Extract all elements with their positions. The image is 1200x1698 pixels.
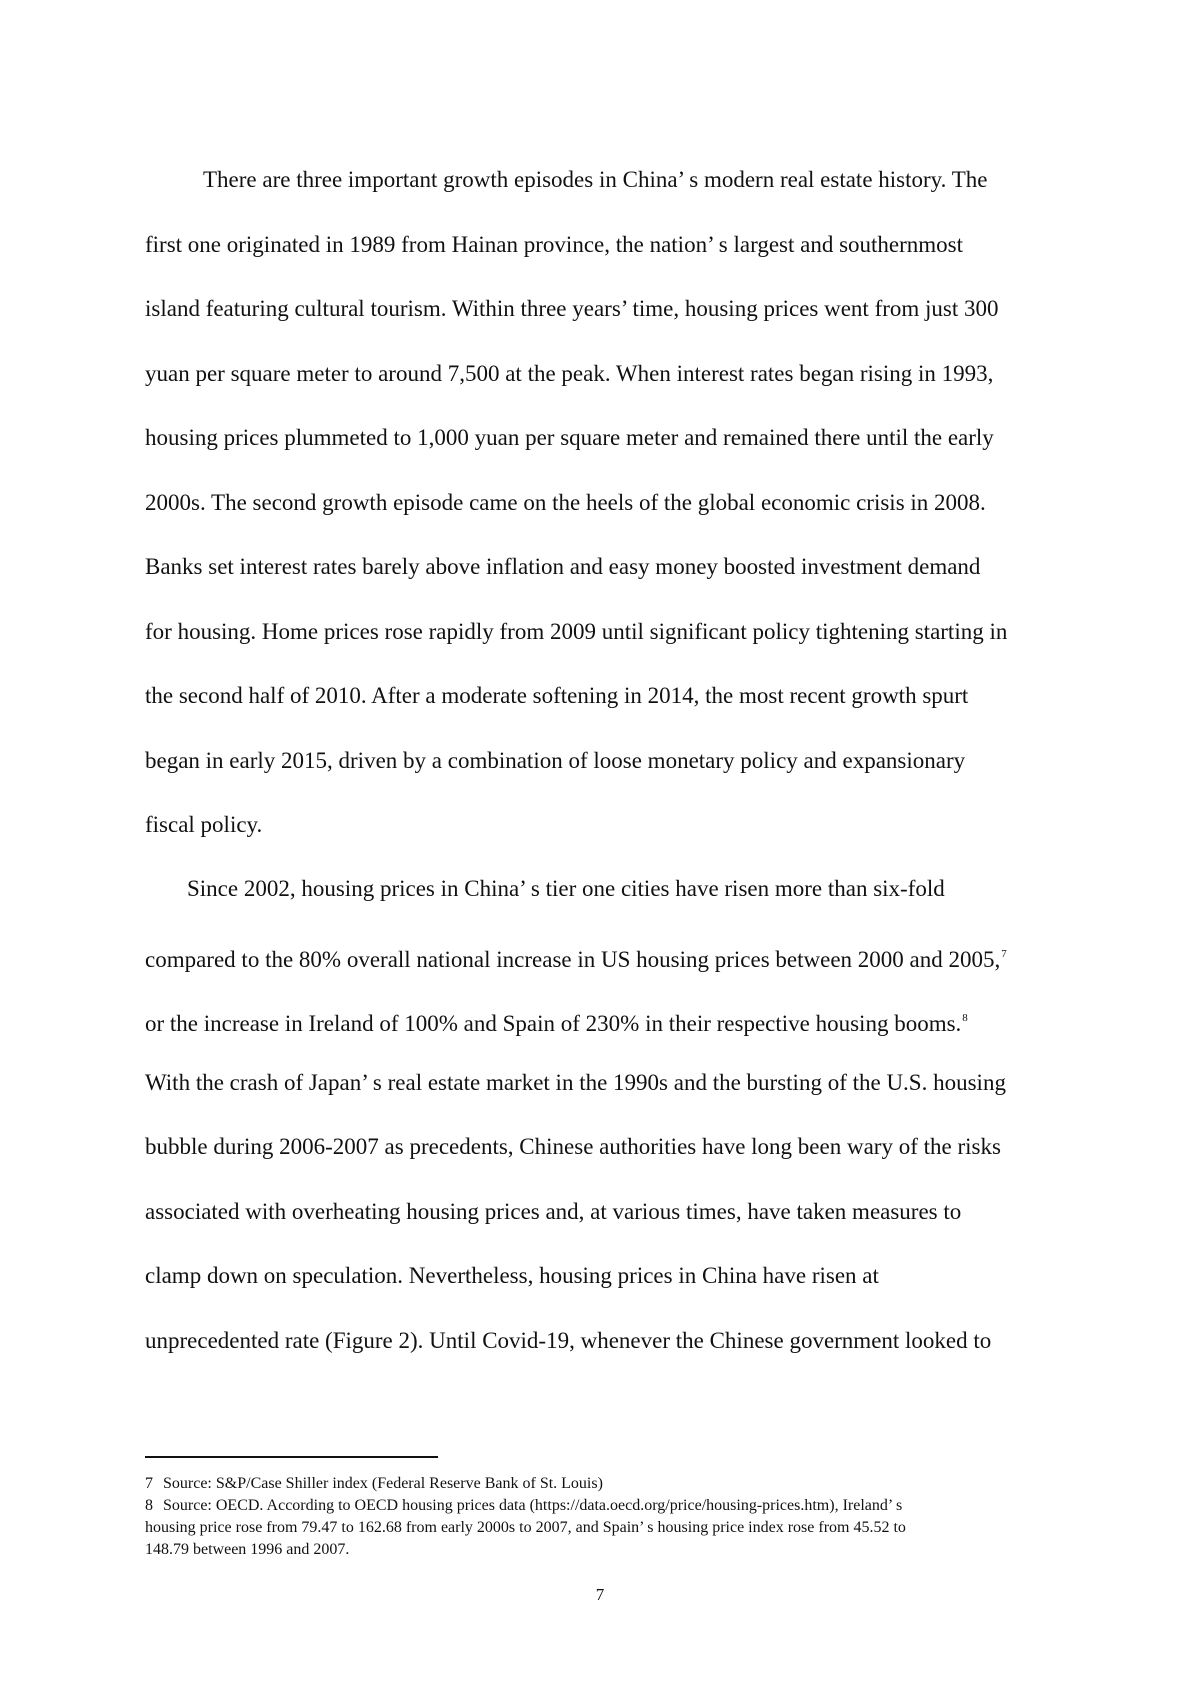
body-line: for housing. Home prices rose rapidly from 2009 until significant policy tightening starting in — [145, 619, 1008, 644]
body-line-with-footnote-ref — [145, 939, 1007, 975]
body-line: fiscal policy. — [145, 812, 263, 837]
body-line: unprecedented rate (Figure 2). Until Covid-19, whenever the Chinese government looked to — [145, 1328, 992, 1353]
footnote-ref-7[interactable]: 7 — [1001, 948, 1007, 960]
body-line: 2000s. The second growth episode came on the heels of the global economic crisis in 2008. — [145, 490, 986, 515]
body-line: Banks set interest rates barely above inflation and easy money boosted investment demand — [145, 554, 981, 579]
page-number: 7 — [595, 1585, 605, 1604]
body-line: first one originated in 1989 from Hainan province, the nation’ s largest and southernmost — [145, 232, 964, 257]
footnote-8-continued: 148.79 between 1996 and 2007. — [145, 1541, 350, 1558]
footnote-7 — [145, 1473, 603, 1495]
footnote-8-continued: housing price rose from 79.47 to 162.68 from early 2000s to 2007, and Spain’ s housing price index rose from 45.52 to — [145, 1519, 906, 1536]
body-line: Since 2002, housing prices in China’ s tier one cities have risen more than six-fold — [187, 876, 945, 901]
body-line: clamp down on speculation. Nevertheless, housing prices in China have risen at — [145, 1263, 879, 1288]
body-line: the second half of 2010. After a moderate softening in 2014, the most recent growth spurt — [145, 683, 969, 708]
footnote-ref-8[interactable]: 8 — [962, 1012, 968, 1024]
body-line-with-footnote-ref — [145, 1003, 968, 1039]
body-line: began in early 2015, driven by a combination of loose monetary policy and expansionary — [145, 748, 966, 773]
footnote-text: Source: OECD. According to OECD housing prices data (https://data.oecd.org/price/housing-prices.htm), Ireland’ s — [163, 1497, 903, 1514]
body-line-text: compared to the 80% overall national increase in US housing prices between 2000 and 2005, — [145, 947, 1001, 972]
body-line: With the crash of Japan’ s real estate market in the 1990s and the bursting of the U.S. housing — [145, 1070, 1006, 1095]
footnote-separator — [145, 1456, 438, 1458]
footnote-number: 7 — [145, 1475, 153, 1492]
body-line: housing prices plummeted to 1,000 yuan per square meter and remained there until the early — [145, 425, 994, 450]
body-line: island featuring cultural tourism. Within three years’ time, housing prices went from just 300 — [145, 296, 999, 321]
footnote-number: 8 — [145, 1497, 153, 1514]
footnote-text: Source: S&P/Case Shiller index (Federal Reserve Bank of St. Louis) — [163, 1475, 603, 1492]
footnote-8 — [145, 1495, 902, 1517]
body-line: bubble during 2006-2007 as precedents, Chinese authorities have long been wary of the risks — [145, 1134, 1001, 1159]
body-line: There are three important growth episodes in China’ s modern real estate history. The — [203, 167, 988, 192]
body-line-text: or the increase in Ireland of 100% and Spain of 230% in their respective housing booms. — [145, 1011, 962, 1036]
body-line: associated with overheating housing prices and, at various times, have taken measures to — [145, 1199, 962, 1224]
body-line: yuan per square meter to around 7,500 at the peak. When interest rates began rising in 1993, — [145, 361, 994, 386]
